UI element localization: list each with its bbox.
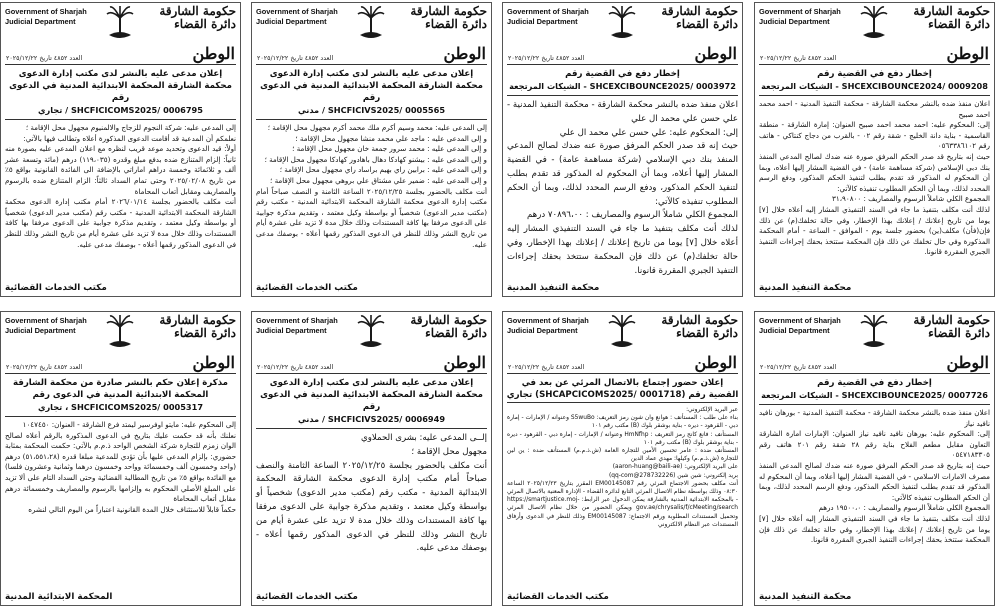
divider: [5, 119, 236, 120]
divider: [507, 402, 738, 403]
publication-band: [1, 45, 240, 63]
notice-card: [0, 311, 241, 606]
notice-footer-department: مكتب الخدمات القضائية: [507, 592, 609, 602]
divider: [759, 64, 990, 65]
divider: [759, 404, 990, 405]
notice-title: إعلان مدعى عليه بالنشر لدى مكتب إدارة الدعوى محكمة الشارقة المحكمة الابتدائية المدنية في الدعوى رقم: [260, 378, 483, 412]
issue-number: العدد ٤٨٥٢ تاريخ ٢٠٢٥/١٢/٢٢: [760, 55, 837, 62]
notice-body: عبر البريد الإلكتروني: بناء على طلب : المستأنف : هوانغ وان شون رمز التعريف: S5wuBo وعنوانه / الإمارات - إمارة دبي - القرهود - ديره - بناية بوشقر بلوك (B) مكتب رقم ١٠١ المستأنف : فانغ كانج رمز التعريف : HmNfhp وعنوانه / الإمارات - إمارة دبي - القرهود - ديره - بناية بوشقر بلوك (B) مكتب رقم ١٠١ المستأنف ضده : عامر تحسين الأمين للتجارة العامة (ش.ذ.م.م) المستأنف ضده : ين لين للتجارة (ش.ذ.م.م) وكيلها: مهدي عماد الدين على البريد الإلكتروني: (aaron-huang@baili-ae) بريد إلكتروني: شين شين (qq-com@278732226) أنت مكلف بحضور الاجتماع المرئي رقم EM00145087 المقرر بتاريخ ٢٠٢٥/١٢/٢٣ الساعة ٠٨:٣٠ وذلك بواسطة نظام الاتصال المرئي التابع لدائرة القضاء - الإدارة المعنية بالاتصال المرئي - بالمحكمة الابتدائية المدنية بالشارقة يمكن الدخول عبر الرابط: https://smartjustice.moj-gov.ae/chrysalis/f/cMeeting/search ويمكن الحضور من خلال نظام الاتصال المرئي وتحميل المستندات المطلوبة ورقم الاجتماع: EM00145087 وذلك للنظر في الدعوى وأرفاق المستندات عبر النظام الالكتروني: [507, 407, 739, 528]
sharjah-emblem-icon: [607, 4, 637, 42]
sharjah-emblem-icon: [356, 4, 386, 42]
issue-number: العدد ٤٨٥٢ تاريخ ٢٠٢٥/١٢/٢٢: [257, 55, 334, 62]
notice-header: [755, 312, 994, 354]
case-number: SHCFICIVS2025/ 0005565 / مدني: [297, 105, 446, 115]
government-name-en: Government of Sharjah Judicial Department: [256, 7, 338, 26]
government-name-en: Government of Sharjah Judicial Department: [507, 316, 589, 335]
notice-header: [252, 3, 491, 45]
divider: [759, 373, 990, 374]
government-name-en: Government of Sharjah Judicial Department: [759, 7, 841, 26]
newspaper-name: الوطن: [946, 353, 989, 372]
government-name-ar: حكومة الشارقة دائرة القضاء: [661, 313, 738, 340]
government-name-ar: حكومة الشارقة دائرة القضاء: [159, 313, 236, 340]
notice-header: [1, 3, 240, 45]
notice-card: [502, 311, 743, 606]
issue-number: العدد ٤٨٥٢ تاريخ ٢٠٢٥/١٢/٢٢: [6, 55, 83, 62]
divider: [5, 373, 236, 374]
sharjah-emblem-icon: [607, 313, 637, 351]
newspaper-name: الوطن: [694, 353, 737, 372]
sharjah-emblem-icon: [105, 313, 135, 351]
notice-card: [754, 311, 995, 606]
notice-header: [755, 3, 994, 45]
notice-footer-department: محكمة التنفيذ المدنية: [759, 592, 852, 602]
divider: [5, 64, 236, 65]
issue-number: العدد ٤٨٥٢ تاريخ ٢٠٢٥/١٢/٢٢: [508, 364, 585, 371]
notice-body: إلى المحكوم عليه: مايتو اوفرسير ليمتد فرع الشارقة - العنوان: ١٠٤٧٤٥٠ نعلنك بأنه قد حكمت عليك بتاريخ في الدعوى المذكورة بالرقم أعلاه لصالح الوان زمزم للتجارة شركة الشخص الواحد ذ.م.م بالآتي: حكمت المحكمة بمثابة حضوري: بإلزام المدعى عليها بأن تؤدي للمدعية مبلغا قدره (٥١،٥٥١،٢٨) درهم (واحد وخمسون ألف وخمسمائة وواحد وخمسون درهما وثمانية وعشرون فلسا) مع الفائدة بواقع ٥٪ من تاريخ المطالبة القضائية وحتى السداد التام على ألا تزيد على المبلغ الأصلي المحكوم به وإلزامها بالرسوم والمصاريف وخمسمائة درهم مقابل أتعاب المحاماة حكماً قابلاً للاستئناف خلال المدة القانونية اعتباراً من اليوم التالي لنشره: [5, 420, 237, 514]
newspaper-name: الوطن: [192, 353, 235, 372]
divider: [507, 64, 738, 65]
newspaper-name: الوطن: [694, 44, 737, 63]
sharjah-emblem-icon: [105, 4, 135, 42]
newspaper-name: الوطن: [443, 44, 486, 63]
case-number: SHCEXCIBOUNCE2025/ 0007726 - الشيكات المرتجعة: [761, 390, 988, 400]
government-name-ar: حكومة الشارقة دائرة القضاء: [913, 4, 990, 31]
notice-card: [0, 2, 241, 297]
government-name-en: Government of Sharjah Judicial Department: [5, 316, 87, 335]
government-name-ar: حكومة الشارقة دائرة القضاء: [661, 4, 738, 31]
notice-title: إخطار دفع في القضية رقم: [565, 69, 680, 79]
case-number: SHCEXCIBOUNCE2024/ 0009208 - الشيكات المرتجعة: [761, 81, 988, 91]
notice-card: [754, 2, 995, 297]
government-name-en: Government of Sharjah Judicial Department: [759, 316, 841, 335]
publication-band: [252, 354, 491, 372]
case-number: SHCFICIVS2025/ 0006949 / مدني: [297, 414, 446, 424]
notice-title: إعلان حضور إجتماع بالاتصال المرئي عن بعد في القضية رقم (SHCAPCICOMS2025/ 0001718) تجاري: [506, 378, 739, 400]
divider: [256, 373, 487, 374]
notice-header: [252, 312, 491, 354]
divider: [759, 95, 990, 96]
government-name-ar: حكومة الشارقة دائرة القضاء: [913, 313, 990, 340]
divider: [507, 373, 738, 374]
notice-body: إلى المدعى عليه: محمد وسيم أكرم ملك محمد أكرم مجهول محل الإقامة ؛ و إلى المدعى عليه : ماجد علي محمد منشا مجهول محل الإقامة ؛ و إلى المدعى عليه : محمد سرور جمعة خان مجهول محل الإقامة ؛ و إلى المدعى عليه : بيشنو كهادكا دهال باهادور كهادكا مجهول محل الإقامة ؛ و إلى المدعى عليه : برابين راي بهيم براساد راي مجهول محل الإقامة ؛ و إلى المدعى عليه : ضمير علي مشتاق علي بروهي مجهول محل الإقامة ؛ أنت مكلف بالحضور بجلسة ٢٠٢٥/١٢/٢٥ الساعة الثامنة و النصف صباحاً أمام مكتب إدارة الدعوى محكمة الشارقة المحكمة الابتدائية المدنية - مكتب رقم (مكتب مدير الدعوى) شخصياً أو بواسطة وكيل معتمد ، وتقديم مذكرة جوابية على الدعوى مرفقا بها كافة المستندات وذلك خلال مدة لا تزيد على عشرة أيام من تاريخ النشر وذلك للنظر في الدعوى المذكور رقمها أعلاه - بوصفك مدعى عليه.: [256, 123, 487, 249]
publication-band: [755, 354, 994, 372]
sharjah-emblem-icon: [859, 4, 889, 42]
notice-body: إلى المدعى عليه: شركة النجوم للزجاج والالمنيوم مجهول محل الإقامة ؛ نعلمكم أن المدعية قد أقامت الدعوى المذكورة أعلاه وتطالب فيها بالآتي: أولاً: قيد الدعوى وتحديد موعد قريب لنظره مع اعلان المدعى عليه بصورة منه ثانياً: إلزام المتنازع ضده بدفع مبلغ وقدره (١١٩،٠٣٥) درهم (مائة وتسعة عشر ألف و ثلاثمائة وخمسة دراهم اماراتي بالإضافة الى الفائدة القانونية بواقع ٥٪ من تاريخ ٢٠٢٥/٠٢/٠٨ وحتى تمام السداد ثالثاً: الزام المتنازع ضده بالرسوم والمصاريف ومقابل أتعاب المحاماة أنت مكلف بالحضور بجلسة ٢٠٢٦/٠١/١٤ أمام مكتب إدارة الدعوى محكمة الشارقة المحكمة الابتدائية المدنية - مكتب رقم (مكتب مدير الدعوى) شخصياً أو بواسطة وكيل معتمد ، وتقديم مذكرة جوابية على الدعوى مرفقا بها كافة المستندات وذلك خلال مدة لا تزيد على عشرة أيام من تاريخ النشر وذلك للنظر في الدعوى المذكور رقمها أعلاه - بوصفك مدعى عليه.: [5, 123, 236, 249]
notice-title: إخطار دفع في القضية رقم: [817, 69, 932, 79]
divider: [256, 119, 487, 120]
government-name-ar: حكومة الشارقة دائرة القضاء: [410, 4, 487, 31]
publication-band: [503, 45, 742, 63]
divider: [256, 64, 487, 65]
case-number: SHCFICICOMS2025/ 0005317 ، تجاري: [37, 402, 204, 412]
notice-footer-department: مكتب الخدمات القضائية: [256, 592, 358, 602]
notice-body: إلــى المدعى عليه: بشرى الحملاوي مجهول محل الإقامة ؛ أنت مكلف بالحضور بجلسة ٢٠٢٥/١٢/٢٥ الساعة الثامنة والنصف صباحاً أمام مكتب إدارة الدعوى محكمة الشارقة المحكمة الابتدائية المدنية - مكتب رقم (مكتب مدير الدعوى) شخصياً أو بواسطة وكيل معتمد ، وتقديم مذكرة جوابية على الدعوى مرفقا بها كافة المستندات وذلك خلال مدة لا تزيد على عشرة أيام من تاريخ النشر وذلك للنظر في الدعوى المذكور رقمها أعلاه - بوصفك مدعى عليه.: [256, 433, 488, 554]
publication-band: [755, 45, 994, 63]
newspaper-name: الوطن: [443, 353, 486, 372]
notice-card: [502, 2, 743, 297]
publication-band: [1, 354, 240, 372]
issue-number: العدد ٤٨٥٢ تاريخ ٢٠٢٥/١٢/٢٢: [257, 364, 334, 371]
notice-card: [251, 2, 492, 297]
notice-body: اعلان منفذ ضده بالنشر محكمة الشارقة - محكمة التنفيذ المدنية - احمد محمد احمد صبيح إلى: المحكوم عليه: احمد محمد احمد صبيح العنوان: إمارة الشارقة - منطقة القاسمية - بناية دانة الخليج - شقة رقم ٠٢ - بالقرب من دجاج كنتاكي - هاتف رقم ٠٥٦٣٣٨٦١٠٢ حيث إنه بتاريخ قد صدر الحكم المرفق صورة عنه ضدك لصالح المدعي المنفذ بنك دبي الإسلامي (شركة مساهمة عامة) - في القضية المشار إليها أعلاه، وبما أن المحكوم له المذكور قد تقدم بطلب لتنفيذ الحكم المذكور، ودفع الرسم المحدد لذلك، وبما أن الحكم المطلوب تنفيذه كالآتي: المجموع الكلي شاملاً الرسوم والمصاريف : ٣١،٩٠٨٠٠ لذلك أنت مكلف بتنفيذ ما جاء في السند التنفيذي المشار إليه أعلاه خلال [٧] يوما من تاريخ إعلانك / إعلانك بهذا الإخطار، وفي حالة تخلفك(م) عن ذلك فإن(فأن) مكلف(ين) بحضور جلسة يوم - الموافق - الساعة - أمام المحكمة المذكورة وفي حال تخلفك عن ذلك فإن المحكمة ستتخذ بحقك إجراءات التنفيذ الجبري المقررة قانونا.: [759, 99, 990, 257]
sharjah-emblem-icon: [356, 313, 386, 351]
divider: [256, 428, 487, 429]
sharjah-emblem-icon: [859, 313, 889, 351]
notice-title: إعلان مدعى عليه بالنشر لدى مكتب إدارة الدعوى محكمة الشارقة المحكمة الابتدائية المدنية في الدعوى رقم: [9, 69, 232, 103]
publication-band: [252, 45, 491, 63]
newspaper-name: الوطن: [192, 44, 235, 63]
notice-title: مذكرة إعلان حكم بالنشر صادرة من محكمة الشارقة المحكمة الابتدائية المدنية في الدعوى رقم: [13, 378, 228, 400]
notice-header: [503, 312, 742, 354]
notice-body: اعلان منفذ ضده بالنشر محكمة الشارقة - محكمة التنفيذ المدنية - علي حسن علي محمد ال علي إلى: المحكوم عليه: علي حسن علي محمد ال علي حيث إنه قد صدر الحكم المرفق صورة عنه ضدك لصالح المدعي المنفذ بنك دبي الإسلامي (شركة مساهمة عامة) - في القضية المشار إليها أعلاه، وبما أن المحكوم له المذكور قد تقدم بطلب لتنفيذ الحكم المذكور، ودفع الرسم المحدد لذلك، وبما أن الحكم المطلوب تنفيذه كالآتي: المجموع الكلي شاملاً الرسوم والمصاريف : ٧٠٨٩٦،٠٠ درهم لذلك أنت مكلف بتنفيذ ما جاء في السند التنفيذي المشار إليه أعلاه خلال [٧] يوما من تاريخ إعلانك / إعلانك بهذا الإخطار، وفي حالة تخلفك(م) عن ذلك فإن المحكمة ستتخذ بحقك إجراءات التنفيذ الجبري المقررة قانونا.: [507, 100, 738, 276]
publication-band: [503, 354, 742, 372]
issue-number: العدد ٤٨٥٢ تاريخ ٢٠٢٥/١٢/٢٢: [760, 364, 837, 371]
notice-header: [1, 312, 240, 354]
notice-footer-department: مكتب الخدمات القضائية: [5, 283, 107, 293]
notice-header: [503, 3, 742, 45]
government-name-en: Government of Sharjah Judicial Department: [256, 316, 338, 335]
notice-body: اعلان منفذ ضده بالنشر محكمة الشارقة - محكمة التنفيذ المدنية - بورهان نافيد نافيد نياز إلى: المحكوم عليه: بورهان نافيد نافيد نياز العنوان: الإمارات امارة الشارقة التعاون مقابل مطعم الفلاح بناية رقم ٢٨ شقة رقم ٢٠١ هاتف رقم ٠٥٤٧١٨٣٣٠٥ حيث إنه بتاريخ قد صدر الحكم المرفق صورة عنه ضدك لصالح المدعي المنفذ مصرف الامارات الاسلامي - في القضية المشار إليها أعلاه، وبما أن المحكوم له المذكور قد تقدم بطلب لتنفيذ الحكم المذكور، ودفع الرسم المحدد لذلك، وبما أن الحكم المطلوب تنفيذه كالآتي: المجموع الكلي شاملاً الرسوم والمصاريف : ١٩٥٠٠،٠ درهم لذلك أنت مكلف بتنفيذ ما جاء في السند التنفيذي المشار إليه أعلاه خلال [٧] يوما من تاريخ إعلانك / إعلانك بهذا الإخطار، وفي حالة تخلفك عن ذلك فإن المحكمة ستتخذ بحقك إجراءات التنفيذ الجبري المقررة قانونا.: [759, 408, 990, 545]
divider: [5, 416, 236, 417]
government-name-ar: حكومة الشارقة دائرة القضاء: [410, 313, 487, 340]
notice-title: إخطار دفع في القضية رقم: [817, 378, 932, 388]
notice-title: إعلان مدعى عليه بالنشر لدى مكتب إدارة الدعوى محكمة الشارقة المحكمة الابتدائية المدنية في الدعوى رقم: [260, 69, 483, 103]
case-number: SHCFICICOMS2025/ 0006795 / تجاري: [38, 105, 203, 115]
case-number: SHCEXCIBOUNCE2025/ 0003972 - الشيكات المرتجعة: [509, 81, 736, 91]
issue-number: العدد ٤٨٥٢ تاريخ ٢٠٢٥/١٢/٢٢: [508, 55, 585, 62]
issue-number: العدد ٤٨٥٢ تاريخ ٢٠٢٥/١٢/٢٢: [6, 364, 83, 371]
divider: [507, 95, 738, 96]
notice-footer-department: المحكمة الابتدائية المدنية: [5, 592, 113, 602]
government-name-ar: حكومة الشارقة دائرة القضاء: [159, 4, 236, 31]
government-name-en: Government of Sharjah Judicial Department: [507, 7, 589, 26]
newspaper-name: الوطن: [946, 44, 989, 63]
notice-footer-department: مكتب الخدمات القضائية: [256, 283, 358, 293]
notice-footer-department: محكمة التنفيذ المدنية: [759, 283, 852, 293]
notice-card: [251, 311, 492, 606]
notice-footer-department: محكمة التنفيذ المدنية: [507, 283, 600, 293]
government-name-en: Government of Sharjah Judicial Department: [5, 7, 87, 26]
